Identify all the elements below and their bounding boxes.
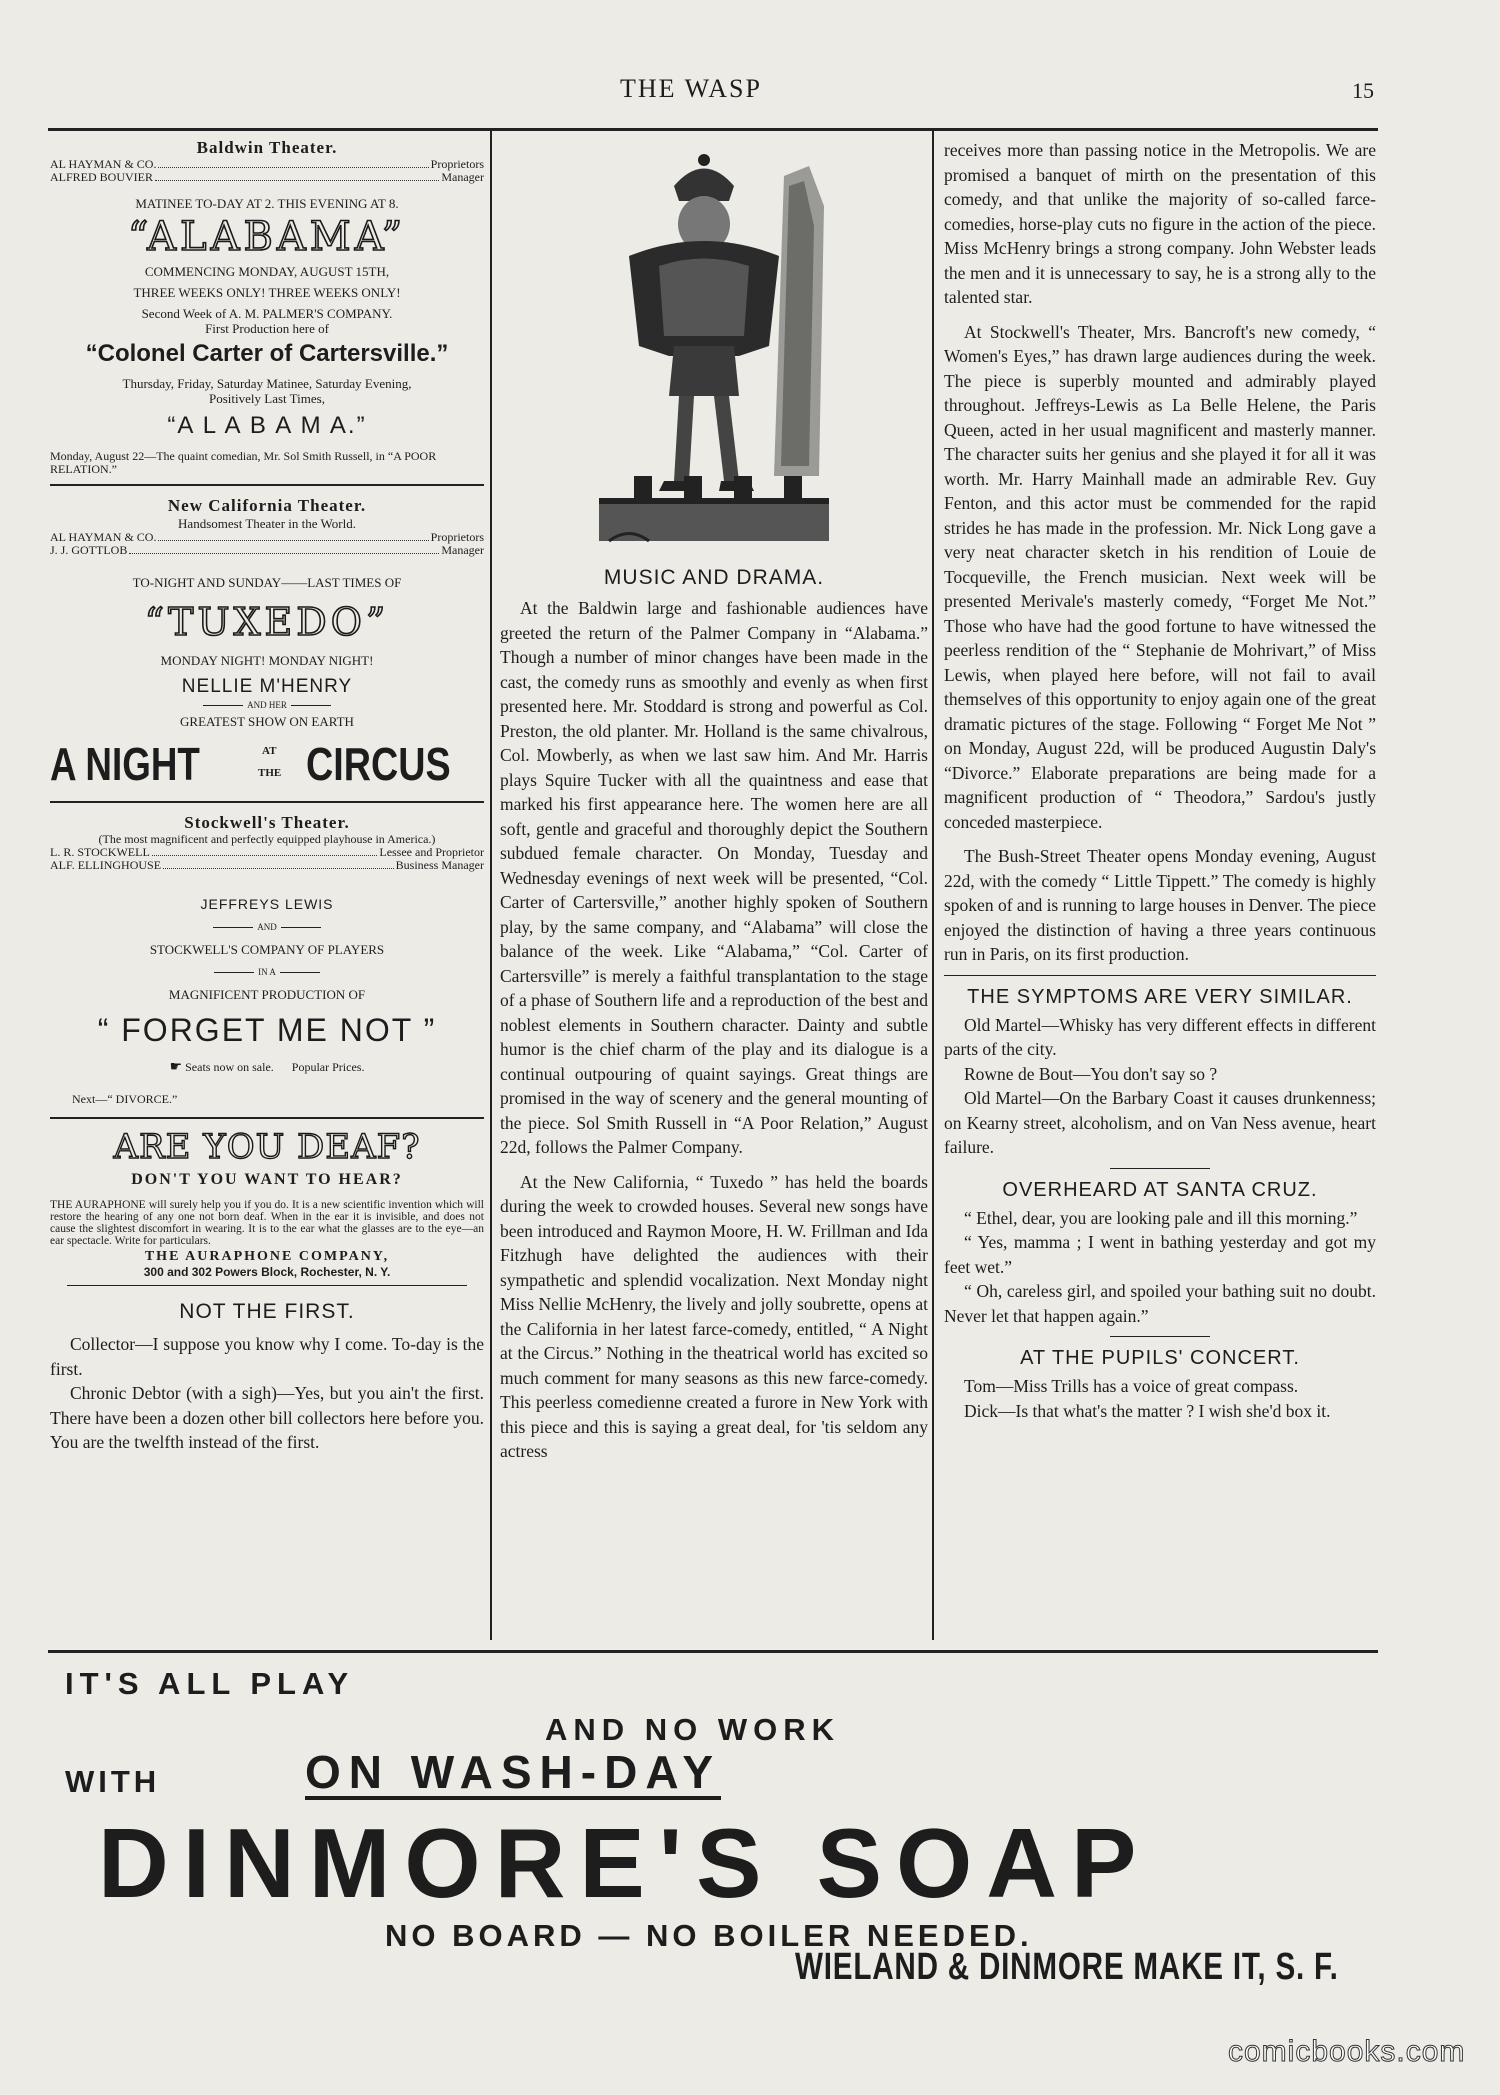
baldwin-schedule: Thursday, Friday, Saturday Matinee, Saturday Evening, bbox=[122, 376, 412, 391]
soap-ad-brand: DINMORE'S SOAP bbox=[98, 1808, 1151, 1918]
newcal-and-her: AND HER bbox=[50, 700, 484, 710]
at-word: AT bbox=[262, 745, 277, 757]
night-word: A NIGHT bbox=[50, 738, 200, 790]
pointing-hand-icon: ☛ bbox=[169, 1060, 183, 1075]
header-rule bbox=[48, 128, 1378, 131]
col1-rule-1 bbox=[50, 484, 484, 486]
soap-ad-tagline: NO BOARD — NO BOILER NEEDED. bbox=[385, 1918, 1033, 1953]
newcal-greatest: GREATEST SHOW ON EARTH bbox=[180, 714, 354, 729]
baldwin-row-2: ALFRED BOUVIER Manager bbox=[50, 170, 484, 184]
column-rule-1 bbox=[490, 130, 492, 1640]
music-drama-p1: At the Baldwin large and fashionable audiences have greeted the return of the Palmer Company in “Alabama.” Though a number of minor changes have been made in the cast, the comedy runs as smoothly and evenly as when first presented here. Mr. Stoddard is strong and powerful as Col. Preston, the old planter. Mr. Holland is the same chivalrous, Col. Mowberly, as when we last saw him. And Mr. Harris plays Squire Tucker with all the quaintness and ease that marked his first appearance here. The women here are all soft, gentle and graceful and thoroughly depict the Southern subdued female character. On Monday, Tuesday and Wednesday evenings of next week will be presented, “Col. Carter of Cartersville,” another highly spoken of Southern play, by the same company, and “Alabama” will close the balance of the week. Like “Alabama,” “Col. Carter of Cartersville” is merely a faithful transplantation to the stage of a phase of Southern life and a reproduction of the best and noblest elements in Southern character. Dainty and subtle humor is the chief charm of the play and its dialogue is a continual outpouring of quaint sayings. Great things are promised in the way of scenery and the general mounting of the piece. Sol Smith Russell in “A Poor Relation,” August 22d, follows the Palmer Company. bbox=[500, 598, 928, 1157]
symptoms-line-1: Old Martel—Whisky has very different effects in different parts of the city. bbox=[944, 1014, 1376, 1059]
baldwin-row-1: AL HAYMAN & CO. Proprietors bbox=[50, 157, 484, 171]
newcal-show-title: “TUXEDO” bbox=[144, 600, 390, 644]
baldwin-positively: Positively Last Times, bbox=[209, 391, 325, 406]
column-right bbox=[944, 138, 1376, 1423]
newcal-tonight: TO-NIGHT AND SUNDAY——LAST TIMES OF bbox=[132, 575, 402, 590]
music-drama-p2: At the New California, “ Tuxedo ” has held the boards during the week to crowded houses. Several new songs have been introduced and Raymon Moore, H. W. Frillman and Ida Fitzhugh have delighted the audiences with their sympathetic and splendid vocalization. Next Monday night Miss Nellie McHenry, the lively and jolly soubrette, opens at the California in her latest farce-comedy, entitled, “ A Night at the Circus.” Nothing in the theatrical world has excited so much comment for many seasons as this new farce-comedy. This peerless comedienne created a furore in New York with this piece and this is saying a great deal, for 'tis seldom any actress bbox=[500, 1171, 928, 1461]
night-at-circus-title bbox=[50, 737, 484, 797]
baldwin-alabama-repeat: “A L A B A M A.” bbox=[167, 412, 367, 439]
baldwin-second-week: Second Week of A. M. PALMER'S COMPANY. bbox=[141, 306, 393, 321]
baldwin-ad bbox=[50, 138, 484, 476]
baldwin-title: Baldwin Theater. bbox=[196, 138, 338, 157]
baldwin-three-weeks: THREE WEEKS ONLY! THREE WEEKS ONLY! bbox=[133, 285, 401, 300]
baldwin-matinee: MATINEE TO-DAY AT 2. THIS EVENING AT 8. bbox=[135, 196, 399, 211]
stockwell-in-a: IN A bbox=[50, 967, 484, 977]
stockwell-title: Stockwell's Theater. bbox=[184, 813, 350, 832]
column-middle bbox=[500, 138, 928, 1464]
pupils-line-1: Tom—Miss Trills has a voice of great compass. bbox=[964, 1376, 1299, 1396]
baldwin-commencing: COMMENCING MONDAY, AUGUST 15TH, bbox=[144, 264, 390, 279]
circus-word: CIRCUS bbox=[306, 738, 451, 790]
stockwell-star: JEFFREYS LEWIS bbox=[200, 896, 334, 912]
drama-continued-p2: At Stockwell's Theater, Mrs. Bancroft's new comedy, “ Women's Eyes,” has drawn large audiences during the week. The piece is superbly mounted and admirably played throughout. Jeffreys-Lewis as La Belle Helene, the Paris Queen, acted in her usual magnificent and masterly manner. The character suits her genius and she played it for all it was worth. Mr. Harry Mainhall made an admirable Rev. Guy Fenton, and this actor must be commended for the rapid strides he has made in the profession. Mr. Nick Long gave a very neat character sketch in his rendition of Louie de Tocqueville, the French musician. Next week will be presented Merivale's masterly comedy, “Forget Me Not.” Those who have had the good fortune to have witnessed the peerless rendition of the “ Stephanie de Mohrivart,” of Miss Lewis, when played here before, will not fail to avail themselves of this opportunity to enjoy again one of the great dramatic pictures of the stage. Following “ Forget Me Not ” on Monday, August 22d, will be produced Augustin Daly's “Divorce.” Elaborate preparations are being made for a magnificent production of “ Theodora,” Sardou's justly conceded masterpiece. bbox=[944, 321, 1376, 832]
soap-ad-with: WITH bbox=[65, 1764, 161, 1799]
col3-rule-3 bbox=[1110, 1336, 1210, 1337]
deaf-subhead: DON'T YOU WANT TO HEAR? bbox=[131, 1171, 403, 1188]
soap-ad-line-2: AND NO WORK bbox=[545, 1712, 841, 1747]
symptoms-line-2: Rowne de Bout—You don't say so ? bbox=[964, 1063, 1218, 1084]
drama-continued-p1: receives more than passing notice in the Metropolis. We are promised a banquet of mirth on the presentation of this comedy, and that unlike the majority of so-called farce-comedies, horse-play cuts no figure in the action of the piece. Miss McHenry brings a strong company. John Webster leads the men and it is unnecessary to say, he is a strong ally to the talented star. bbox=[944, 140, 1376, 307]
symptoms-line-3: Old Martel—On the Barbary Coast it causes drunkenness; on Kearny street, alcoholism, and on Van Ness avenue, heart failure. bbox=[944, 1088, 1376, 1157]
symptoms-title: THE SYMPTOMS ARE VERY SIMILAR. bbox=[967, 985, 1353, 1008]
overheard-section bbox=[944, 1179, 1376, 1329]
stockwell-row-2: ALF. ELLINGHOUSE Business Manager bbox=[50, 858, 484, 872]
deaf-company: THE AURAPHONE COMPANY, bbox=[144, 1249, 390, 1264]
overheard-line-3: “ Oh, careless girl, and spoiled your bathing suit no doubt. Never let that happen again.” bbox=[944, 1281, 1376, 1326]
not-first-line-1: Collector—I suppose you know why I come. To-day is the first. bbox=[50, 1334, 484, 1379]
newcal-row-1: AL HAYMAN & CO. Proprietors bbox=[50, 530, 484, 544]
stockwell-company: STOCKWELL'S COMPANY OF PLAYERS bbox=[149, 942, 385, 957]
newcal-subtitle: Handsomest Theater in the World. bbox=[178, 516, 356, 531]
column-left bbox=[50, 138, 484, 1455]
deaf-headline: ARE YOU DEAF? bbox=[113, 1127, 421, 1167]
baldwin-colonel-title: “Colonel Carter of Cartersville.” bbox=[85, 340, 449, 367]
pupils-line-2: Dick—Is that what's the matter ? I wish she'd box it. bbox=[964, 1400, 1331, 1421]
col3-rule-2 bbox=[1110, 1168, 1210, 1169]
overheard-line-1: “ Ethel, dear, you are looking pale and ill this morning.” bbox=[964, 1207, 1358, 1228]
col3-rule-1 bbox=[944, 975, 1376, 976]
auraphone-ad bbox=[50, 1127, 484, 1279]
stockwell-and: AND bbox=[50, 922, 484, 932]
stockwell-row-1: L. R. STOCKWELL Lessee and Proprietor bbox=[50, 845, 484, 859]
overheard-title: OVERHEARD AT SANTA CRUZ. bbox=[1002, 1178, 1318, 1201]
page-number: 15 bbox=[1352, 78, 1374, 103]
soap-ad-maker: WIELAND & DINMORE MAKE IT, S. F. bbox=[795, 1946, 1339, 1988]
newcal-monday-night: MONDAY NIGHT! MONDAY NIGHT! bbox=[160, 653, 374, 668]
column-rule-2 bbox=[932, 130, 934, 1640]
stockwell-seats-line: ☛ Seats now on sale. Popular Prices. bbox=[169, 1060, 365, 1075]
new-california-ad bbox=[50, 496, 484, 797]
pupils-section bbox=[944, 1347, 1376, 1423]
newcal-row-2: J. J. GOTTLOB Manager bbox=[50, 543, 484, 557]
stockwell-ad bbox=[50, 813, 484, 1107]
deaf-address: 300 and 302 Powers Block, Rochester, N. Y. bbox=[143, 1265, 391, 1279]
stockwell-production: MAGNIFICENT PRODUCTION OF bbox=[168, 987, 366, 1002]
overheard-line-2: “ Yes, mamma ; I went in bathing yesterday and got my feet wet.” bbox=[944, 1232, 1376, 1277]
the-word: THE bbox=[258, 767, 282, 779]
deaf-body: THE AURAPHONE will surely help you if you do. It is a new scientific invention which will restore the hearing of any one not born deaf. When in the ear it is invisible, and does not cause the slightest discomfort in wearing. It is to the ear what the glasses are to the eye—an ear spectacle. Write for particulars. bbox=[50, 1199, 484, 1247]
running-head: THE WASP bbox=[620, 74, 762, 103]
newcal-title: New California Theater. bbox=[167, 496, 367, 515]
symptoms-section bbox=[944, 986, 1376, 1160]
soap-ad-washday: ON WASH-DAY bbox=[305, 1746, 721, 1798]
watermark: comicbooks.com bbox=[1228, 2035, 1466, 2068]
stockwell-subtitle: (The most magnificent and perfectly equipped playhouse in America.) bbox=[98, 832, 436, 846]
baldwin-first-production: First Production here of bbox=[205, 321, 329, 336]
baldwin-monday-note: Monday, August 22—The quaint comedian, Mr. Sol Smith Russell, in “A POOR RELATION.” bbox=[50, 449, 437, 476]
jester-figure-illustration bbox=[569, 146, 859, 556]
col1-rule-4 bbox=[67, 1285, 467, 1286]
music-drama-title: MUSIC AND DRAMA. bbox=[603, 566, 825, 589]
soap-ad bbox=[20, 1660, 1400, 1990]
not-first-line-2: Chronic Debtor (with a sigh)—Yes, but you ain't the first. There have been a dozen other bill collectors here before you. You are the twelfth instead of the first. bbox=[50, 1383, 484, 1452]
stockwell-show-title: “ FORGET ME NOT ” bbox=[97, 1012, 437, 1048]
col1-rule-3 bbox=[50, 1117, 484, 1119]
soap-ad-line-1: IT'S ALL PLAY bbox=[65, 1666, 355, 1701]
stockwell-next: Next—“ DIVORCE.” bbox=[72, 1092, 178, 1106]
not-first-title: NOT THE FIRST. bbox=[179, 1300, 355, 1323]
pupils-title: AT THE PUPILS' CONCERT. bbox=[1020, 1347, 1300, 1369]
drama-continued-p3: The Bush-Street Theater opens Monday evening, August 22d, with the comedy “ Little Tippett.” The comedy is highly spoken of and is running to large houses in Denver. The piece enjoyed the distinction of having a three years continuous run in Paris, on its first production. bbox=[944, 846, 1376, 964]
col1-rule-2 bbox=[50, 801, 484, 803]
bottom-ad-rule bbox=[48, 1650, 1378, 1653]
newcal-star: NELLIE M'HENRY bbox=[181, 676, 353, 697]
not-the-first bbox=[50, 1300, 484, 1455]
baldwin-show-title: “ALABAMA” bbox=[127, 214, 407, 260]
